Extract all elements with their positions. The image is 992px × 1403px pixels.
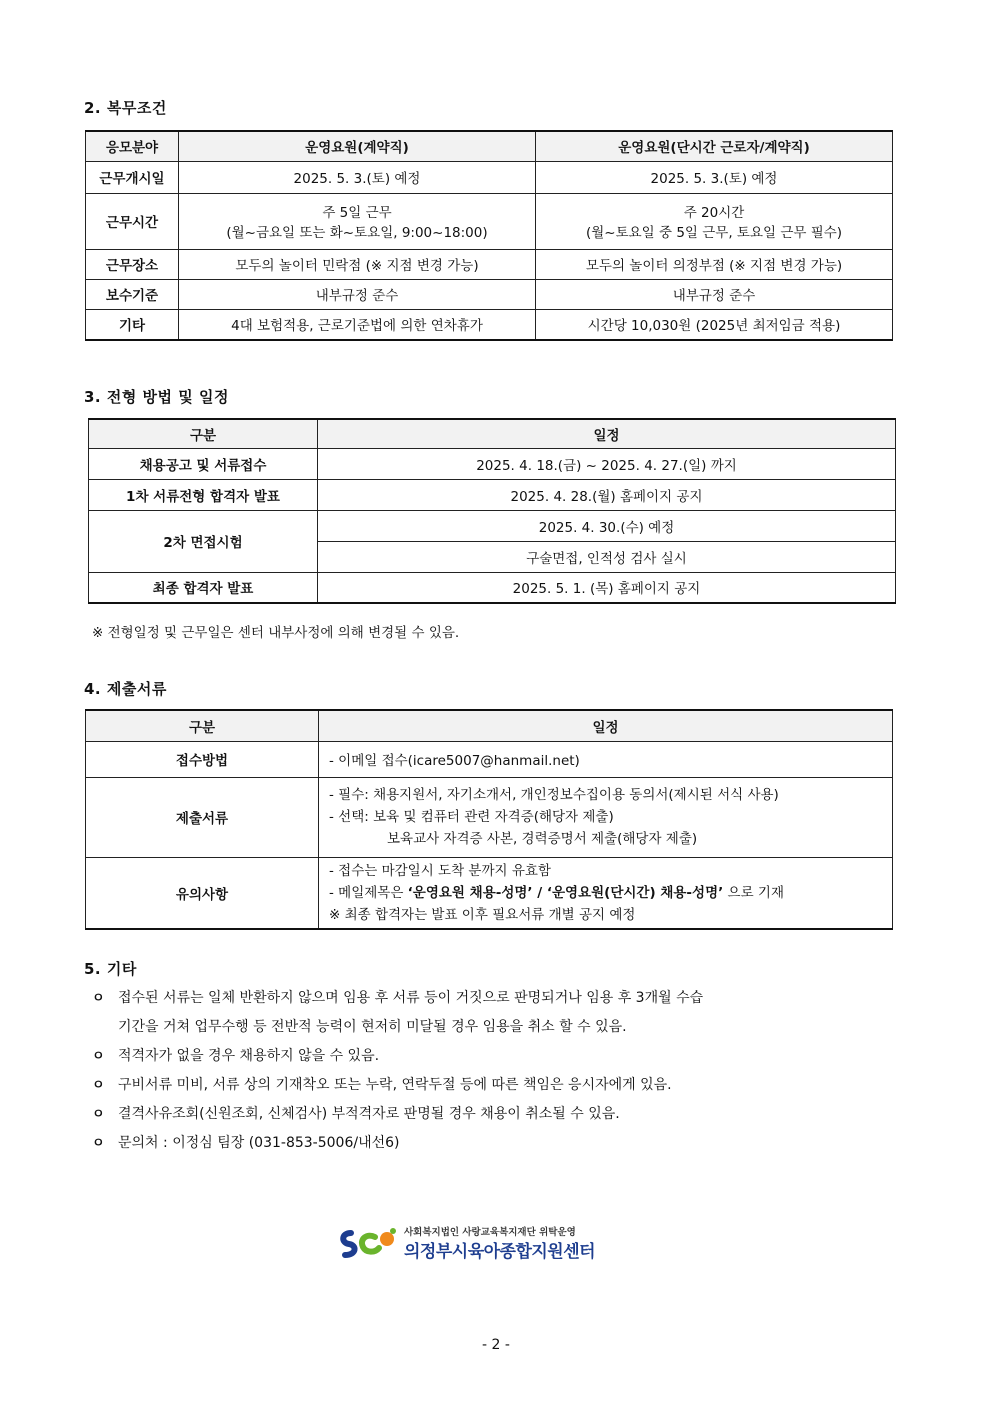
row-label: 제출서류 — [86, 777, 319, 857]
header-schedule: 일정 — [319, 710, 893, 741]
header-category: 구분 — [89, 419, 318, 448]
logo-name: 의정부시육아종합지원센터 — [404, 1242, 596, 1262]
list-item — [92, 1129, 902, 1158]
mail-prefix: - 메일제목은 — [329, 884, 408, 901]
list-item-text: 적격자가 없을 경우 채용하지 않을 수 있음. — [118, 1048, 380, 1064]
row-label: 유의사항 — [86, 857, 319, 929]
header-schedule: 일정 — [318, 419, 896, 448]
row-label: 근무장소 — [86, 249, 179, 279]
list-item-text: 결격사유조회(신원조회, 신체검사) 부적격자로 판명될 경우 채용이 취소될 수 있음. — [118, 1106, 620, 1122]
cell-line: - 필수: 채용지원서, 자기소개서, 개인정보수집이용 동의서(제시된 서식 사용) — [329, 787, 779, 803]
bullet-circle-icon: ㅇ — [92, 1107, 105, 1122]
etc-list — [92, 984, 902, 1158]
cell-value: 2025. 5. 1. (목) 홈페이지 공지 — [318, 572, 896, 603]
header-field: 응모분야 — [86, 131, 179, 161]
cell-value: 2025. 5. 3.(토) 예정 — [179, 161, 536, 193]
bullet-circle-icon: ㅇ — [92, 1049, 105, 1064]
row-label: 근무시간 — [86, 193, 179, 249]
bullet-circle-icon: ㅇ — [92, 1136, 105, 1151]
logo-subtitle: 사회복지법인 사랑교육복지재단 위탁운영 — [404, 1227, 576, 1238]
section4-title: 4. 제출서류 — [84, 680, 167, 698]
cell-line: 주 5일 근무 — [322, 205, 392, 221]
cell-value: 2025. 4. 18.(금) ~ 2025. 4. 27.(일) 까지 — [318, 448, 896, 479]
header-category: 구분 — [86, 710, 319, 741]
section3-title: 3. 전형 방법 및 일정 — [84, 388, 229, 406]
bullet-circle-icon: ㅇ — [92, 1078, 105, 1093]
row-label: 1차 서류전형 합격자 발표 — [89, 479, 318, 510]
list-item-text: 구비서류 미비, 서류 상의 기재착오 또는 누락, 연락두절 등에 따른 책임은 응시자에게 있음. — [118, 1077, 672, 1093]
cell-value: 내부규정 준수 — [536, 279, 893, 309]
cell-line — [329, 882, 886, 904]
cell-line: (월~토요일 중 5일 근무, 토요일 근무 필수) — [585, 225, 843, 241]
cell-value: 모두의 놀이터 의정부점 (※ 지점 변경 가능) — [536, 249, 893, 279]
cell-value: - 이메일 접수(icare5007@hanmail.net) — [319, 741, 893, 777]
cell-value — [319, 777, 893, 857]
cell-line: - 접수는 마감일시 도착 분까지 유효함 — [329, 862, 551, 879]
cell-value — [319, 857, 893, 929]
bullet-circle-icon: ㅇ — [92, 991, 105, 1006]
row-label: 보수기준 — [86, 279, 179, 309]
header-parttime: 운영요원(단시간 근로자/계약직) — [536, 131, 893, 161]
row-label: 최종 합격자 발표 — [89, 572, 318, 603]
list-item-line: 기간을 거쳐 업무수행 등 전반적 능력이 현저히 미달될 경우 임용을 취소 할 수 있음. — [118, 1019, 627, 1035]
list-item-text: 문의처 : 이정심 팀장 (031-853-5006/내선6) — [118, 1135, 400, 1151]
mail-suffix: 으로 기재 — [723, 884, 784, 901]
row-label: 채용공고 및 서류접수 — [89, 448, 318, 479]
row-label: 2차 면접시험 — [89, 510, 318, 572]
row-label: 기타 — [86, 309, 179, 340]
cell-value: 구술면접, 인적성 검사 실시 — [318, 541, 896, 572]
center-logo — [337, 1223, 657, 1265]
cell-value — [179, 193, 536, 249]
center-logo-icon — [337, 1223, 401, 1263]
documents-table — [85, 709, 893, 930]
list-item — [92, 1071, 902, 1100]
cell-value: 2025. 4. 30.(수) 예정 — [318, 510, 896, 541]
list-item — [92, 1042, 902, 1071]
cell-line: 보육교사 자격증 사본, 경력증명서 제출(해당자 제출) — [387, 831, 698, 847]
list-item-line: 접수된 서류는 일체 반환하지 않으며 임용 후 서류 등이 거짓으로 판명되거나 임용 후 3개월 수습 — [118, 990, 704, 1006]
list-item-text — [118, 984, 703, 1042]
cell-value: 내부규정 준수 — [179, 279, 536, 309]
cell-value — [536, 193, 893, 249]
cell-line: - 선택: 보육 및 컴퓨터 관련 자격증(해당자 제출) — [329, 809, 614, 825]
cell-line: ※ 최종 합격자는 발표 이후 필요서류 개별 공지 예정 — [329, 906, 636, 923]
section2-title: 2. 복무조건 — [84, 99, 167, 117]
list-item — [92, 1100, 902, 1129]
cell-value: 2025. 5. 3.(토) 예정 — [536, 161, 893, 193]
page-number: - 2 - — [482, 1337, 510, 1353]
cell-value: 2025. 4. 28.(월) 홈페이지 공지 — [318, 479, 896, 510]
list-item — [92, 984, 902, 1042]
cell-value: 모두의 놀이터 민락점 (※ 지점 변경 가능) — [179, 249, 536, 279]
header-contract: 운영요원(계약직) — [179, 131, 536, 161]
cell-line: 주 20시간 — [683, 205, 745, 221]
section5-title: 5. 기타 — [84, 960, 137, 978]
cell-line: (월~금요일 또는 화~토요일, 9:00~18:00) — [226, 225, 488, 241]
work-conditions-table — [85, 130, 893, 341]
mail-subject-format: ‘운영요원 채용-성명’ / ‘운영요원(단시간) 채용-성명’ — [407, 884, 724, 901]
schedule-table — [88, 418, 896, 604]
cell-value: 4대 보험적용, 근로기준법에 의한 연차휴가 — [179, 309, 536, 340]
row-label: 접수방법 — [86, 741, 319, 777]
row-label: 근무개시일 — [86, 161, 179, 193]
schedule-note: ※ 전형일정 및 근무일은 센터 내부사정에 의해 변경될 수 있음. — [92, 625, 460, 641]
cell-value: 시간당 10,030원 (2025년 최저임금 적용) — [536, 309, 893, 340]
